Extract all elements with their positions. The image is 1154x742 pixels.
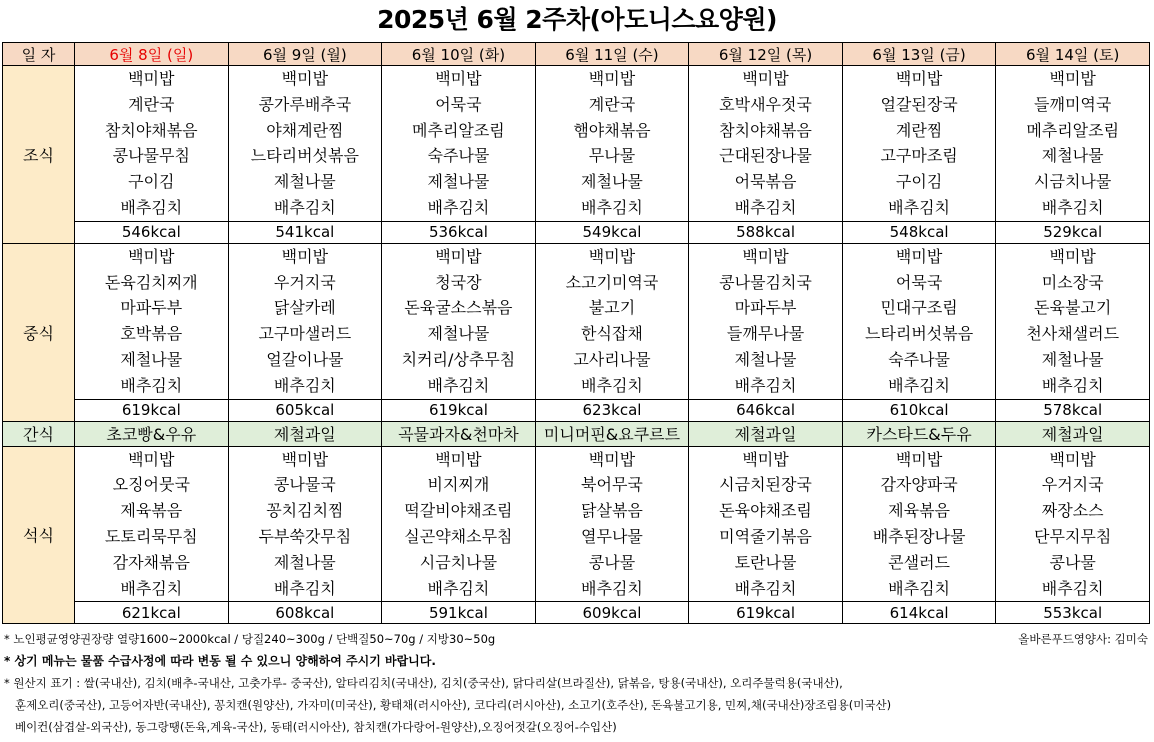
footnotes bbox=[4, 628, 1150, 738]
dish-item: 배추김치 bbox=[888, 375, 950, 395]
dish-item: 느타리버섯볶음 bbox=[864, 324, 974, 344]
dish-item: 백미밥 bbox=[281, 246, 329, 266]
dish-item: 느타리버섯볶음 bbox=[250, 146, 359, 166]
dish-item: 근대된장나물 bbox=[719, 146, 812, 166]
kcal-value: 578kcal bbox=[996, 399, 1150, 421]
dish-item: 치커리/상추무침 bbox=[401, 349, 516, 369]
kcal-value: 588kcal bbox=[689, 221, 843, 243]
dish-item: 배추김치 bbox=[1041, 375, 1104, 395]
dinner-day-cell bbox=[689, 446, 843, 602]
dish-item: 백미밥 bbox=[435, 246, 482, 266]
dinner-day-cell bbox=[842, 446, 996, 602]
dish-item: 백미밥 bbox=[742, 69, 789, 88]
snack-item: 제철과일 bbox=[689, 421, 843, 446]
lunch-day-cell bbox=[75, 243, 229, 399]
dish-item: 우거지국 bbox=[1041, 475, 1104, 495]
day-header-mon: 6월 9일 (월) bbox=[228, 43, 382, 66]
dish-item: 오징어뭇국 bbox=[112, 475, 190, 495]
origin-note-line-1: * 원산지 표기 : 쌀(국내산), 김치(배추-국내산, 고춧가루- 중국산), 알타리김치(국내산), 김치(중국산), 닭다리살(브라질산), 닭볶음, 탕용(국내산), 오리주물럭용(국내산), bbox=[4, 676, 843, 690]
dish-item: 토란나물 bbox=[734, 552, 797, 572]
breakfast-label: 조식 bbox=[3, 66, 75, 244]
dish-item: 들깨미역국 bbox=[1034, 94, 1112, 114]
dish-item: 콘샐러드 bbox=[888, 552, 950, 572]
dish-item: 콩나물국 bbox=[273, 475, 336, 495]
dish-item: 돈육불고기 bbox=[1034, 298, 1112, 318]
dish-item: 호박새우젓국 bbox=[719, 94, 812, 114]
dish-item: 백미밥 bbox=[742, 449, 789, 469]
dish-item: 백미밥 bbox=[895, 246, 943, 266]
snack-label: 간식 bbox=[3, 421, 75, 446]
kcal-value: 548kcal bbox=[842, 221, 996, 243]
page-title: 2025년 6월 2주차(아도니스요양원) bbox=[377, 5, 777, 34]
date-header-row bbox=[3, 43, 1150, 66]
dish-item: 백미밥 bbox=[435, 449, 482, 469]
dish-item: 어묵국 bbox=[435, 94, 482, 114]
kcal-value: 546kcal bbox=[75, 221, 229, 243]
dish-item: 제철나물 bbox=[581, 172, 643, 192]
kcal-value: 619kcal bbox=[75, 399, 229, 421]
dish-item: 마파두부 bbox=[120, 298, 183, 318]
dish-item: 숙주나물 bbox=[427, 146, 490, 166]
date-column-label: 일 자 bbox=[3, 43, 75, 66]
dish-item: 어묵국 bbox=[895, 272, 943, 292]
dish-item: 제철나물 bbox=[273, 172, 336, 192]
dish-item: 제철나물 bbox=[273, 552, 336, 572]
dish-item: 백미밥 bbox=[895, 449, 943, 469]
dish-item: 백미밥 bbox=[588, 246, 636, 266]
dish-item: 백미밥 bbox=[895, 69, 943, 88]
dish-item: 돈육김치찌개 bbox=[104, 272, 198, 292]
dish-item: 떡갈비야채조림 bbox=[404, 501, 513, 521]
dish-item: 얼갈이나물 bbox=[266, 349, 344, 369]
dish-item: 들깨무나물 bbox=[726, 324, 805, 344]
dish-item: 메추리알조림 bbox=[412, 120, 505, 140]
kcal-value: 646kcal bbox=[689, 399, 843, 421]
dish-item: 청국장 bbox=[435, 272, 482, 292]
dish-item: 배추김치 bbox=[888, 197, 950, 217]
dish-item: 배추김치 bbox=[427, 375, 490, 395]
dish-item: 도토리묵무침 bbox=[104, 526, 198, 546]
dish-item: 배추김치 bbox=[273, 578, 336, 598]
dish-item: 콩가루배추국 bbox=[258, 94, 352, 114]
dish-item: 백미밥 bbox=[435, 69, 482, 88]
kcal-value: 549kcal bbox=[535, 221, 689, 243]
dish-item: 제철나물 bbox=[1041, 146, 1104, 166]
dish-item: 고사리나물 bbox=[573, 349, 651, 369]
breakfast-day-cell bbox=[842, 66, 996, 222]
dish-item: 백미밥 bbox=[281, 449, 329, 469]
dish-item: 마파두부 bbox=[734, 298, 797, 318]
dish-item: 배추김치 bbox=[734, 197, 797, 217]
dish-item: 배추김치 bbox=[273, 375, 336, 395]
dish-item: 미역줄기볶음 bbox=[719, 526, 812, 546]
dish-item: 감자채볶음 bbox=[112, 552, 190, 572]
dish-item: 배추김치 bbox=[427, 578, 490, 598]
dish-item: 백미밥 bbox=[742, 246, 789, 266]
dish-item: 숙주나물 bbox=[888, 349, 950, 369]
dish-item: 배추김치 bbox=[1041, 578, 1104, 598]
dish-item: 배추된장나물 bbox=[872, 526, 966, 546]
kcal-value: 605kcal bbox=[228, 399, 382, 421]
dinner-day-cell bbox=[75, 446, 229, 602]
dish-item: 돈육굴소스볶음 bbox=[404, 298, 513, 318]
breakfast-day-cell bbox=[689, 66, 843, 222]
lunch-day-cell bbox=[382, 243, 536, 399]
dish-item: 배추김치 bbox=[734, 578, 797, 598]
dish-item: 백미밥 bbox=[128, 449, 175, 469]
dish-item: 제철나물 bbox=[427, 172, 490, 192]
breakfast-row bbox=[3, 66, 1150, 222]
dinner-label: 석식 bbox=[3, 446, 75, 624]
day-header-tue: 6월 10일 (화) bbox=[382, 43, 536, 66]
dish-item: 닭살볶음 bbox=[581, 501, 643, 521]
dish-item: 배추김치 bbox=[888, 578, 950, 598]
kcal-value: 536kcal bbox=[382, 221, 536, 243]
dish-item: 제철나물 bbox=[120, 349, 183, 369]
dish-item: 민대구조림 bbox=[880, 298, 958, 318]
origin-note-line-3: 베이컨(삼겹살-외국산), 동그랑땡(돈육,계육-국산), 동태(러시아산), 참치캔(가다랑어-원양산),오징어젓갈(오징어-수입산) bbox=[4, 720, 617, 734]
day-header-fri: 6월 13일 (금) bbox=[842, 43, 996, 66]
dish-item: 얼갈된장국 bbox=[880, 94, 958, 114]
kcal-value: 529kcal bbox=[996, 221, 1150, 243]
kcal-value: 619kcal bbox=[689, 602, 843, 624]
dinner-day-cell bbox=[228, 446, 382, 602]
change-notice: * 상기 메뉴는 물품 수급사정에 따라 변동 될 수 있으니 양해하여 주시기 바랍니다. bbox=[4, 654, 436, 668]
dish-item: 배추김치 bbox=[120, 578, 183, 598]
dish-item: 우거지국 bbox=[273, 272, 336, 292]
dish-item: 고구마샐러드 bbox=[258, 324, 352, 344]
dish-item: 메추리알조림 bbox=[1026, 120, 1120, 140]
snack-item: 카스타드&두유 bbox=[842, 421, 996, 446]
snack-item: 미니머핀&요쿠르트 bbox=[535, 421, 689, 446]
dish-item: 백미밥 bbox=[1049, 69, 1096, 88]
dish-item: 백미밥 bbox=[1049, 246, 1096, 266]
dish-item: 제육볶음 bbox=[888, 501, 950, 521]
snack-item: 초코빵&우유 bbox=[75, 421, 229, 446]
lunch-day-cell bbox=[996, 243, 1150, 399]
dish-item: 콩나물 bbox=[588, 552, 636, 572]
dish-item: 콩나물무침 bbox=[112, 146, 190, 166]
dish-item: 제철나물 bbox=[1041, 349, 1104, 369]
kcal-value: 610kcal bbox=[842, 399, 996, 421]
dish-item: 감자양파국 bbox=[880, 475, 958, 495]
snack-item: 곡물과자&천마차 bbox=[382, 421, 536, 446]
day-header-sun: 6월 8일 (일) bbox=[75, 43, 229, 66]
dish-item: 배추김치 bbox=[734, 375, 797, 395]
dish-item: 비지찌개 bbox=[427, 475, 490, 495]
dish-item: 백미밥 bbox=[588, 69, 636, 88]
kcal-value: 619kcal bbox=[382, 399, 536, 421]
dish-item: 콩나물김치국 bbox=[719, 272, 812, 292]
dish-item: 돈육야채조림 bbox=[719, 501, 812, 521]
dish-item: 백미밥 bbox=[128, 69, 175, 88]
dish-item: 두부쑥갓무침 bbox=[258, 526, 352, 546]
snack-item: 제철과일 bbox=[228, 421, 382, 446]
dish-item: 배추김치 bbox=[427, 197, 490, 217]
kcal-value: 614kcal bbox=[842, 602, 996, 624]
dietitian-credit: 올바른푸드영양사: 김미숙 bbox=[1018, 632, 1148, 646]
dinner-day-cell bbox=[382, 446, 536, 602]
dish-item: 백미밥 bbox=[1049, 449, 1096, 469]
kcal-value: 623kcal bbox=[535, 399, 689, 421]
dish-item: 배추김치 bbox=[1041, 197, 1104, 217]
dish-item: 구이김 bbox=[128, 172, 175, 192]
dish-item: 계란국 bbox=[588, 94, 636, 114]
dish-item: 참치야채볶음 bbox=[104, 120, 198, 140]
dish-item: 배추김치 bbox=[581, 578, 643, 598]
dish-item: 꽁치김치찜 bbox=[266, 501, 344, 521]
lunch-day-cell bbox=[842, 243, 996, 399]
lunch-day-cell bbox=[228, 243, 382, 399]
dish-item: 참치야채볶음 bbox=[719, 120, 812, 140]
dinner-day-cell bbox=[535, 446, 689, 602]
dish-item: 호박볶음 bbox=[120, 324, 183, 344]
kcal-value: 591kcal bbox=[382, 602, 536, 624]
breakfast-day-cell bbox=[75, 66, 229, 222]
dish-item: 소고기미역국 bbox=[565, 272, 659, 292]
dinner-row bbox=[3, 446, 1150, 602]
dish-item: 단무지무침 bbox=[1034, 526, 1112, 546]
dish-item: 배추김치 bbox=[581, 375, 643, 395]
lunch-day-cell bbox=[689, 243, 843, 399]
day-header-sat: 6월 14일 (토) bbox=[996, 43, 1150, 66]
dish-item: 제철나물 bbox=[734, 349, 797, 369]
dish-item: 미소장국 bbox=[1041, 272, 1104, 292]
weekly-menu-table bbox=[2, 42, 1150, 624]
lunch-kcal-row bbox=[3, 399, 1150, 421]
dish-item: 불고기 bbox=[588, 298, 636, 318]
snack-item: 제철과일 bbox=[996, 421, 1150, 446]
dish-item: 배추김치 bbox=[581, 197, 643, 217]
origin-note-line-2: 훈제오리(중국산), 고등어자반(국내산), 꽁치캔(원양산), 가자미(미국산), 황태채(러시아산), 코다리(러시아산), 소고기(호주산), 돈육불고기용, 민찌,채(국내산)장조림용(미국산) bbox=[4, 698, 892, 712]
dish-item: 제육볶음 bbox=[120, 501, 183, 521]
dish-item: 계란찜 bbox=[895, 120, 943, 140]
lunch-label: 중식 bbox=[3, 243, 75, 421]
dish-item: 무나물 bbox=[588, 146, 636, 166]
dish-item: 시금치나물 bbox=[1034, 172, 1112, 192]
dish-item: 배추김치 bbox=[273, 197, 336, 217]
breakfast-day-cell bbox=[996, 66, 1150, 222]
dish-item: 배추김치 bbox=[120, 375, 183, 395]
dish-item: 백미밥 bbox=[281, 69, 329, 88]
dish-item: 한식잡채 bbox=[581, 324, 643, 344]
snack-row bbox=[3, 421, 1150, 446]
lunch-day-cell bbox=[535, 243, 689, 399]
breakfast-day-cell bbox=[535, 66, 689, 222]
dinner-kcal-row bbox=[3, 602, 1150, 624]
kcal-value: 609kcal bbox=[535, 602, 689, 624]
breakfast-kcal-row bbox=[3, 221, 1150, 243]
dish-item: 닭살카레 bbox=[273, 298, 336, 318]
dish-item: 어묵볶음 bbox=[734, 172, 797, 192]
kcal-value: 541kcal bbox=[228, 221, 382, 243]
lunch-row bbox=[3, 243, 1150, 399]
day-header-wed: 6월 11일 (수) bbox=[535, 43, 689, 66]
dish-item: 시금치된장국 bbox=[719, 475, 812, 495]
dish-item: 고구마조림 bbox=[880, 146, 958, 166]
dish-item: 북어무국 bbox=[581, 475, 643, 495]
dish-item: 천사채샐러드 bbox=[1026, 324, 1120, 344]
dish-item: 짜장소스 bbox=[1041, 501, 1104, 521]
dish-item: 햄야채볶음 bbox=[573, 120, 651, 140]
dish-item: 배추김치 bbox=[120, 197, 183, 217]
dish-item: 열무나물 bbox=[581, 526, 643, 546]
dish-item: 계란국 bbox=[128, 94, 175, 114]
dish-item: 실곤약채소무침 bbox=[404, 526, 513, 546]
dish-item: 백미밥 bbox=[128, 246, 175, 266]
kcal-value: 621kcal bbox=[75, 602, 229, 624]
dish-item: 백미밥 bbox=[588, 449, 636, 469]
breakfast-day-cell bbox=[382, 66, 536, 222]
dinner-day-cell bbox=[996, 446, 1150, 602]
dish-item: 콩나물 bbox=[1049, 552, 1096, 572]
dish-item: 제철나물 bbox=[427, 324, 490, 344]
dish-item: 야채계란찜 bbox=[266, 120, 344, 140]
kcal-value: 608kcal bbox=[228, 602, 382, 624]
dish-item: 구이김 bbox=[895, 172, 943, 192]
kcal-value: 553kcal bbox=[996, 602, 1150, 624]
day-header-thu: 6월 12일 (목) bbox=[689, 43, 843, 66]
breakfast-day-cell bbox=[228, 66, 382, 222]
nutrition-note: * 노인평균영양권장량 열량1600~2000kcal / 당질240~300g / 단백질50~70g / 지방30~50g bbox=[4, 632, 496, 646]
dish-item: 시금치나물 bbox=[419, 552, 498, 572]
